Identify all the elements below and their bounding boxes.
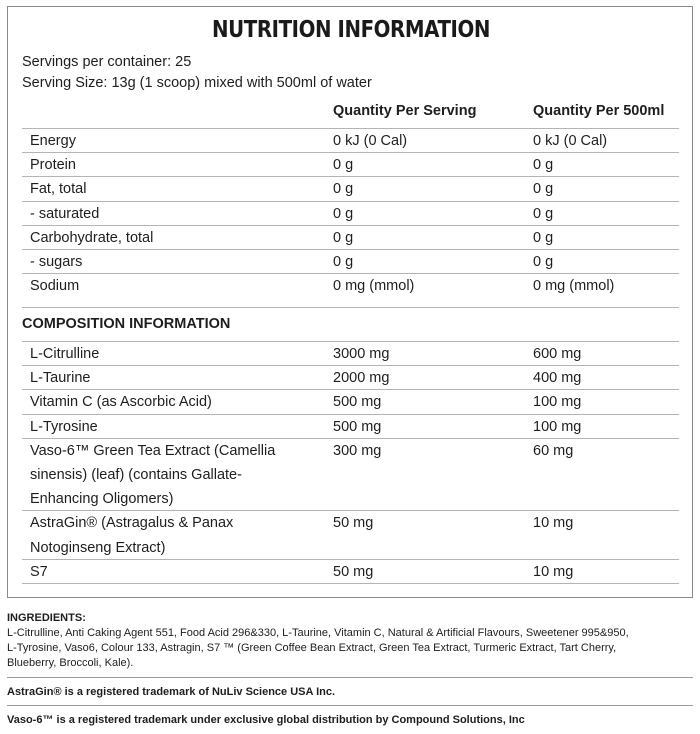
nutrition-row — [22, 249, 679, 274]
composition-row — [22, 559, 679, 584]
per-serving-value: 50 mg — [333, 563, 374, 580]
ingredient-name-line: Enhancing Oligomers) — [30, 491, 174, 508]
ingredient-name-line: L-Tyrosine — [30, 418, 98, 435]
ingredient-name-line: S7 — [30, 563, 48, 580]
per-500ml-value: 0 g — [533, 254, 554, 270]
composition-row — [22, 389, 679, 414]
composition-row — [22, 510, 679, 559]
composition-section — [22, 307, 679, 342]
column-header-per-500ml: Quantity Per 500ml — [533, 103, 665, 119]
per-500ml-value: 100 mg — [533, 394, 582, 411]
per-serving-value: 0 g — [333, 254, 354, 270]
nutrient-name: Carbohydrate, total — [30, 229, 154, 246]
per-serving-value: 0 g — [333, 181, 354, 198]
nutrition-row — [22, 225, 679, 250]
per-serving-value: 300 mg — [333, 442, 382, 459]
nutrition-row — [22, 152, 679, 177]
ingredient-name-line: L-Taurine — [30, 370, 91, 387]
composition-row — [22, 365, 679, 390]
divider — [7, 677, 693, 678]
nutrition-row — [22, 176, 679, 201]
per-serving-value: 3000 mg — [333, 346, 390, 362]
per-500ml-value: 10 mg — [533, 515, 574, 532]
per-serving-value: 500 mg — [333, 418, 382, 435]
per-serving-value: 50 mg — [333, 515, 374, 532]
ingredient-name-line: sinensis) (leaf) (contains Gallate- — [30, 466, 242, 483]
per-500ml-value: 400 mg — [533, 370, 582, 387]
per-serving-value: 0 mg (mmol) — [333, 278, 415, 295]
per-500ml-value: 0 g — [533, 157, 554, 174]
table-bottom-rule — [22, 583, 679, 584]
per-500ml-value: 0 g — [533, 205, 554, 222]
ingredients-section: INGREDIENTS: — [7, 612, 86, 624]
ingredient-name-line: L-Citrulline — [30, 346, 100, 362]
serving-size: Serving Size: 13g (1 scoop) mixed with 500ml of water — [22, 75, 372, 91]
nutrient-name: Energy — [30, 133, 76, 149]
nutrition-row — [22, 201, 679, 226]
per-500ml-value: 0 g — [533, 229, 554, 246]
per-500ml-value: 600 mg — [533, 346, 582, 362]
nutrition-row — [22, 128, 679, 153]
per-serving-value: 0 kJ (0 Cal) — [333, 133, 408, 149]
ingredients-label: INGREDIENTS — [7, 612, 83, 624]
nutrient-name: - saturated — [30, 205, 100, 222]
ingredients-line: Blueberry, Broccoli, Kale). — [7, 657, 134, 669]
trademark-vaso6: Vaso-6™ is a registered trademark under exclusive global distribution by Compound Solutions, Inc — [7, 714, 525, 726]
per-500ml-value: 100 mg — [533, 418, 582, 435]
nutrition-panel — [7, 6, 693, 598]
per-serving-value: 0 g — [333, 157, 354, 174]
ingredient-name-line: AstraGin® (Astragalus & Panax — [30, 515, 234, 532]
servings-per-container: Servings per container: 25 — [22, 54, 192, 70]
panel-title: NUTRITION INFORMATION — [212, 17, 490, 43]
divider — [7, 705, 693, 706]
per-serving-value: 0 g — [333, 229, 354, 246]
nutrient-name: Protein — [30, 157, 76, 174]
per-500ml-value: 60 mg — [533, 442, 574, 459]
per-serving-value: 0 g — [333, 205, 354, 222]
composition-row — [22, 341, 679, 366]
ingredient-name-line: Vaso-6™ Green Tea Extract (Camellia — [30, 442, 276, 459]
ingredient-name-line: Vitamin C (as Ascorbic Acid) — [30, 394, 212, 411]
per-serving-value: 2000 mg — [333, 370, 390, 387]
ingredients-line: L-Tyrosine, Vaso6, Colour 133, Astragin, S7 ™ (Green Coffee Bean Extract, Green Tea Extract, Turmeric Extract, Tart Cherry, — [7, 642, 617, 654]
column-header-per-serving: Quantity Per Serving — [333, 103, 477, 119]
ingredient-name-line: Notoginseng Extract) — [30, 539, 166, 556]
nutrient-name: - sugars — [30, 254, 83, 270]
nutrition-row — [22, 273, 679, 298]
composition-row — [22, 414, 679, 439]
nutrient-name: Sodium — [30, 278, 80, 295]
ingredients-line: L-Citrulline, Anti Caking Agent 551, Food Acid 296&330, L-Taurine, Vitamin C, Natural & Artificial Flavours, Sweetener 995&950, — [7, 627, 629, 639]
per-500ml-value: 0 mg (mmol) — [533, 278, 615, 295]
nutrient-name: Fat, total — [30, 181, 87, 198]
trademark-astragin: AstraGin® is a registered trademark of NuLiv Science USA Inc. — [7, 686, 336, 698]
per-500ml-value: 10 mg — [533, 563, 574, 580]
per-500ml-value: 0 g — [533, 181, 554, 198]
composition-title: COMPOSITION INFORMATION — [22, 316, 231, 332]
per-500ml-value: 0 kJ (0 Cal) — [533, 133, 608, 149]
per-serving-value: 500 mg — [333, 394, 382, 411]
composition-row — [22, 438, 679, 512]
